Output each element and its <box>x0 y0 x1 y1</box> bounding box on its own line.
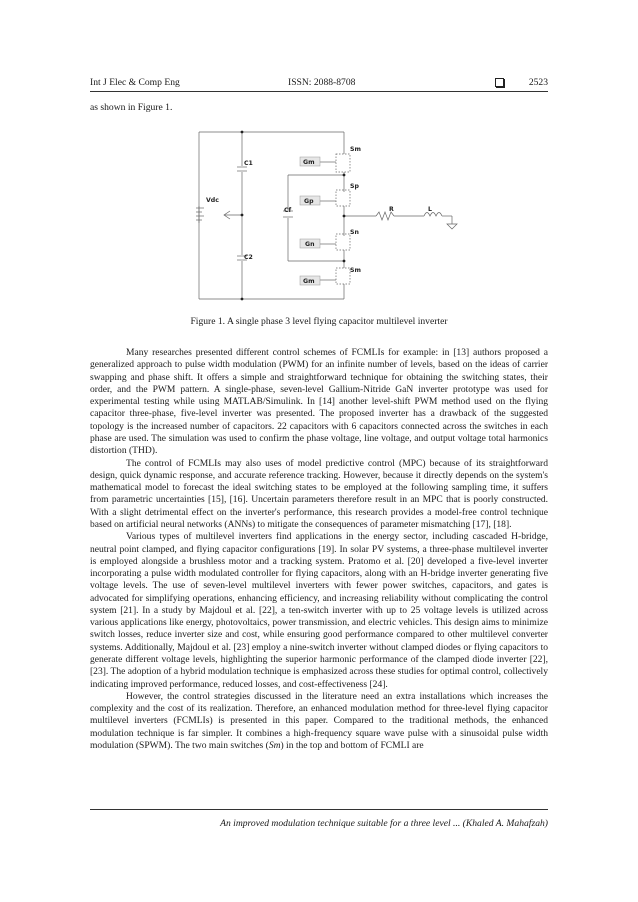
label-r: R <box>389 206 394 213</box>
running-title: An improved modulation technique suitable for a three level ... (Khaled A. Mahafzah) <box>220 818 548 829</box>
label-sp: Sp <box>350 183 359 190</box>
header-rule <box>90 91 548 92</box>
figure-caption: Figure 1. A single phase 3 level flying capacitor multilevel inverter <box>190 316 448 327</box>
paragraph: Various types of multilevel inverters find applications in the energy sector, including cascaded H-bridge, neutral point clamped, and flying capacitor configurations [19]. In solar PV systems, a three-phase multilevel inverter is employed alongside a brushless motor and a tracking system. Pratomo et al. [20] developed a five-level inverter incorporating a pulse width modulated controller for flying capacitors, along with an H-bridge inverter generating five voltage levels. The use of seven-level multilevel inverters with fewer power switches, capacitors, and gates is advocated for simplifying operations, enhancing efficiency, and increasing reliability without complicating the control system [21]. In a study by Majdoul et al. [22], a ten-switch inverter with up to 25 voltage levels is utilized across various applications like energy, photovoltaics, power transmission, and electric vehicles. This design aims to minimize switch losses, reduce inverter size and cost, while ensuring good performance compared to other multilevel converter systems. Additionally, Majdoul et al. [23] employ a nine-switch inverter without clamped diodes or flying capacitors to generate different voltage levels, highlighting the superior harmonic performance of the clamped diode inverter [22], [23]. The adoption of a hybrid modulation technique is emphasized across these studies for optimal control, collectively indicating improved performance, reduced losses, and cost-effectiveness [24]. <box>90 531 548 690</box>
label-l: L <box>428 206 432 213</box>
paragraph-text: ) in the top and bottom of FCMLI are <box>280 740 424 751</box>
label-gp: Gp <box>304 198 314 205</box>
paragraph-last <box>90 691 548 752</box>
label-cf: Cf <box>284 207 292 214</box>
label-c1: C1 <box>244 160 253 167</box>
label-sm-top: Sm <box>350 146 361 153</box>
label-gn: Gn <box>305 241 315 248</box>
paragraph: The control of FCMLIs may also uses of model predictive control (MPC) because of its straightforward design, quick dynamic response, and accurate reference tracking. However, because it directly depends on the system's mathematical model to forecast the ideal switching states to be employed at the following sampling time, it suffers from parametric uncertainties [15], [16]. Uncertain parameters therefore result in an MPC that is poorly constructed. With a slight detrimental effect on the inverter's performance, this research provides a model-free control technique based on artificial neural networks (ANNs) to mitigate the consequences of parameter mismatching [17], [18]. <box>90 457 548 530</box>
label-gm-bottom: Gm <box>303 278 315 285</box>
label-c2: C2 <box>244 254 253 261</box>
page-number: 2523 <box>528 77 548 88</box>
footer-rule <box>90 809 548 810</box>
lead-text: as shown in Figure 1. <box>90 102 173 113</box>
label-vdc: Vdc <box>206 197 219 204</box>
paragraph: Many researches presented different control schemes of FCMLIs for example: in [13] authors proposed a generalized approach to pulse width modulation (PWM) for an infinite number of levels, based on the ideas of carrier swapping and phase shift. It offers a simple and straightforward technique for obtaining the switching states, their order, and the PWM pattern. A single-phase, seven-level Gallium-Nitride GaN inverter prototype was used for experimental testing while using MATLAB/Simulink. In [14] another level-shift PWM method used on the flying capacitor three-phase, five-level inverter was presented. The proposed inverter has a drawback of the suggested topology is the increased number of capacitors. 22 capacitors with 6 capacitors connected across the switches in each phase are used. The simulation was used to confirm the phase voltage, line voltage, and output voltage total harmonics distortion (THD). <box>90 347 548 457</box>
switch-symbol: Sm <box>268 740 281 751</box>
page-header <box>90 77 548 91</box>
issn: ISSN: 2088-8708 <box>288 77 356 88</box>
paragraph-text: However, the control strategies discussed in the literature need an extra installations which increases the complexity and the cost of its realization. Therefore, an enhanced modulation method for three-level flying capacitor multilevel inverters (FCMLIs) is presented in this paper. Compared to the traditional methods, the enhanced modulation technique is far simpler. It combines a high-frequency square wave pulse with a sinusoidal pulse width modulation (SPWM). The two main switches ( <box>90 690 548 751</box>
label-sn: Sn <box>350 229 359 236</box>
body-text <box>90 347 548 752</box>
circuit-figure <box>196 128 466 304</box>
label-sm-bottom: Sm <box>350 267 361 274</box>
label-gm-top: Gm <box>303 159 315 166</box>
journal-name: Int J Elec & Comp Eng <box>90 77 180 88</box>
square-icon <box>495 78 504 87</box>
